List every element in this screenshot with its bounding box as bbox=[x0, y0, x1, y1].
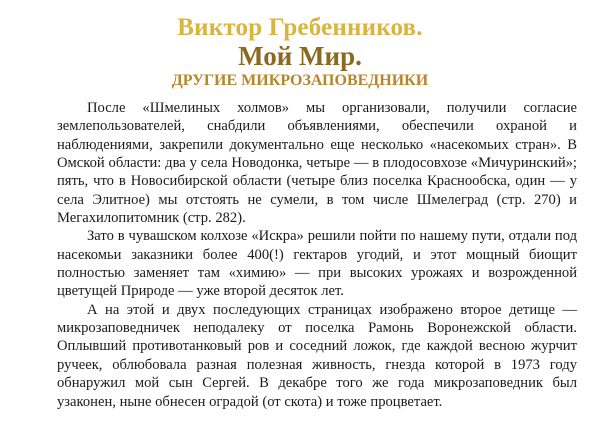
page-header bbox=[0, 14, 600, 91]
author-name: Виктор Гребенников. bbox=[177, 14, 423, 41]
body-text bbox=[57, 99, 577, 411]
paragraph-2: Зато в чувашском колхозе «Искра» решили пойти по нашему пути, отдали под насекомьи заказники более 400(!) гектаров угодий, и этот мощный биощит полностью заменяет там «химию» — при высоких урожаях и возрожденной цветущей Природе — уже второй десяток лет. bbox=[57, 228, 577, 300]
book-title: Мой Мир. bbox=[238, 41, 362, 71]
section-title: ДРУГИЕ МИКРОЗАПОВЕДНИКИ bbox=[171, 72, 429, 89]
paragraph-1: После «Шмелиных холмов» мы организовали, получили согласие землепользователей, снабдили объявлениями, обеспечили охраной и наблюдениями, закрепили документально еще несколько «насекомьих стран». В Омской области: два у села Новодонка, четыре — в плодосовхозе «Мичуринский»; пять, что в Новосибирской области (четыре близ поселка Краснообска, один — у села Элитное) мы отстоять не сумели, в том числе Шмелеград (стр. 270) и Мегахилопитомник (стр. 282). bbox=[57, 100, 577, 227]
paragraph-3: А на этой и двух последующих страницах изображено второе детище — микрозаповедничек неподалеку от поселка Рамонь Воронежской области. Оплывший противотанковый ров и соседний ложок, где каждой весною журчит ручеек, облюбовала разная полезная живность, гнезда которой в 1973 году обнаружил мой сын Сергей. В декабре того же года микрозаповедник был узаконен, ныне обнесен оградой (от скота) и тоже процветает. bbox=[57, 301, 577, 410]
